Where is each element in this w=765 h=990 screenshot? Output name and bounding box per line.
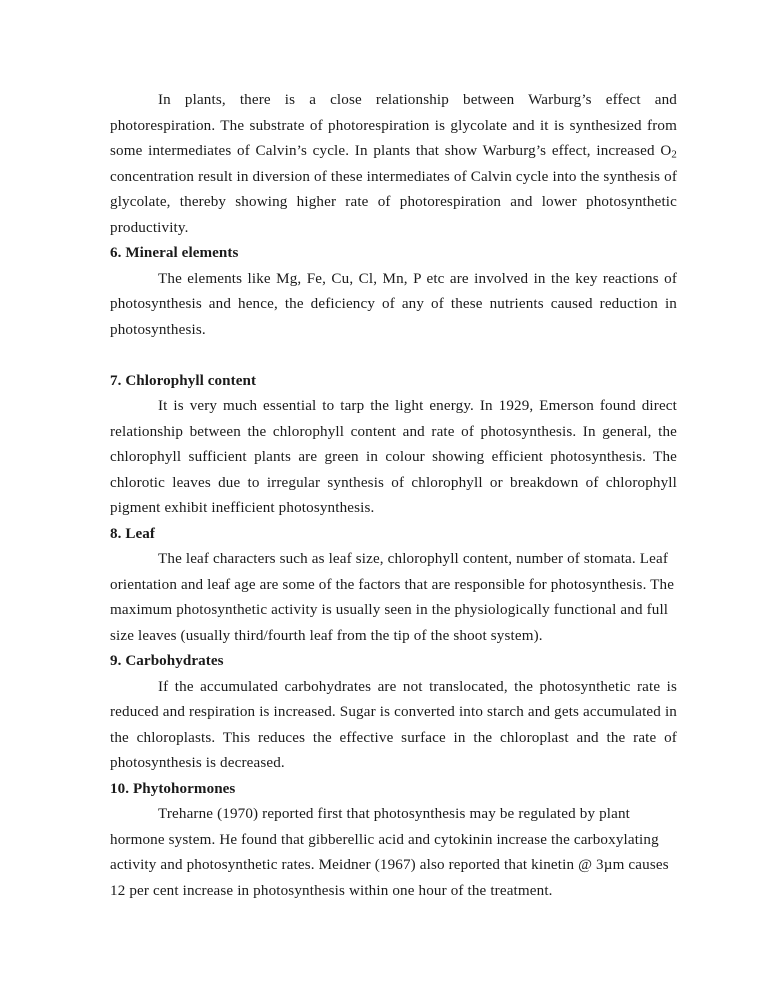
paragraph-warburg-text-part2: concentration result in diversion of these intermediates of Calvin cycle into the synthesis of glycolate, thereby showing higher rate of photorespiration and lower photosynthetic productivity.: [110, 168, 677, 236]
section-paragraph-mineral-elements: The elements like Mg, Fe, Cu, Cl, Mn, P etc are involved in the key reactions of photosynthesis and hence, the deficiency of any of these nutrients caused reduction in photosynthesis.: [110, 270, 677, 338]
section-heading-chlorophyll-content: 7. Chlorophyll content: [110, 372, 257, 389]
section-paragraph-phytohormones: Treharne (1970) reported first that photosynthesis may be regulated by plant hormone system. He found that gibberellic acid and cytokinin increase the carboxylating activity and photosynthetic rates. Meidner (1967) also reported that kinetin @ 3µm causes 12 per cent increase in photosynthesis within one hour of the treatment.: [110, 806, 669, 899]
document-text-column: [110, 88, 677, 904]
section-heading-leaf: 8. Leaf: [110, 525, 155, 542]
section-paragraph-chlorophyll-content: It is very much essential to tarp the light energy. In 1929, Emerson found direct relationship between the chlorophyll content and rate of photosynthesis. In general, the chlorophyll sufficient plants are green in colour showing efficient photosynthesis. The chlorotic leaves due to irregular synthesis of chlorophyll or breakdown of chlorophyll pigment exhibit inefficient photosynthesis.: [110, 398, 677, 516]
paragraph-warburg-effect: [110, 88, 677, 241]
section-paragraph-leaf: The leaf characters such as leaf size, chlorophyll content, number of stomata. Leaf orientation and leaf age are some of the factors that are responsible for photosynthesis. The maximum photosynthetic activity is usually seen in the physiologically functional and full size leaves (usually third/fourth leaf from the tip of the shoot system).: [110, 551, 675, 644]
section-spacer: [110, 343, 677, 369]
section-heading-mineral-elements: 6. Mineral elements: [110, 245, 239, 261]
section-heading-phytohormones: 10. Phytohormones: [110, 780, 236, 797]
section-paragraph-carbohydrates: If the accumulated carbohydrates are not translocated, the photosynthetic rate is reduced and respiration is increased. Sugar is converted into starch and gets accumulated in the chloroplasts. This reduces the effective surface in the chloroplast and the rate of photosynthesis is decreased.: [110, 678, 677, 771]
paragraph-warburg-text-part1: In plants, there is a close relationship between Warburg’s effect and photorespiration. The substrate of photorespiration is glycolate and it is synthesized from some intermediates of Calvin’s cycle. In plants that show Warburg’s effect, increased O: [110, 92, 677, 159]
oxygen-subscript: 2: [671, 148, 677, 161]
section-heading-carbohydrates: 9. Carbohydrates: [110, 653, 224, 669]
